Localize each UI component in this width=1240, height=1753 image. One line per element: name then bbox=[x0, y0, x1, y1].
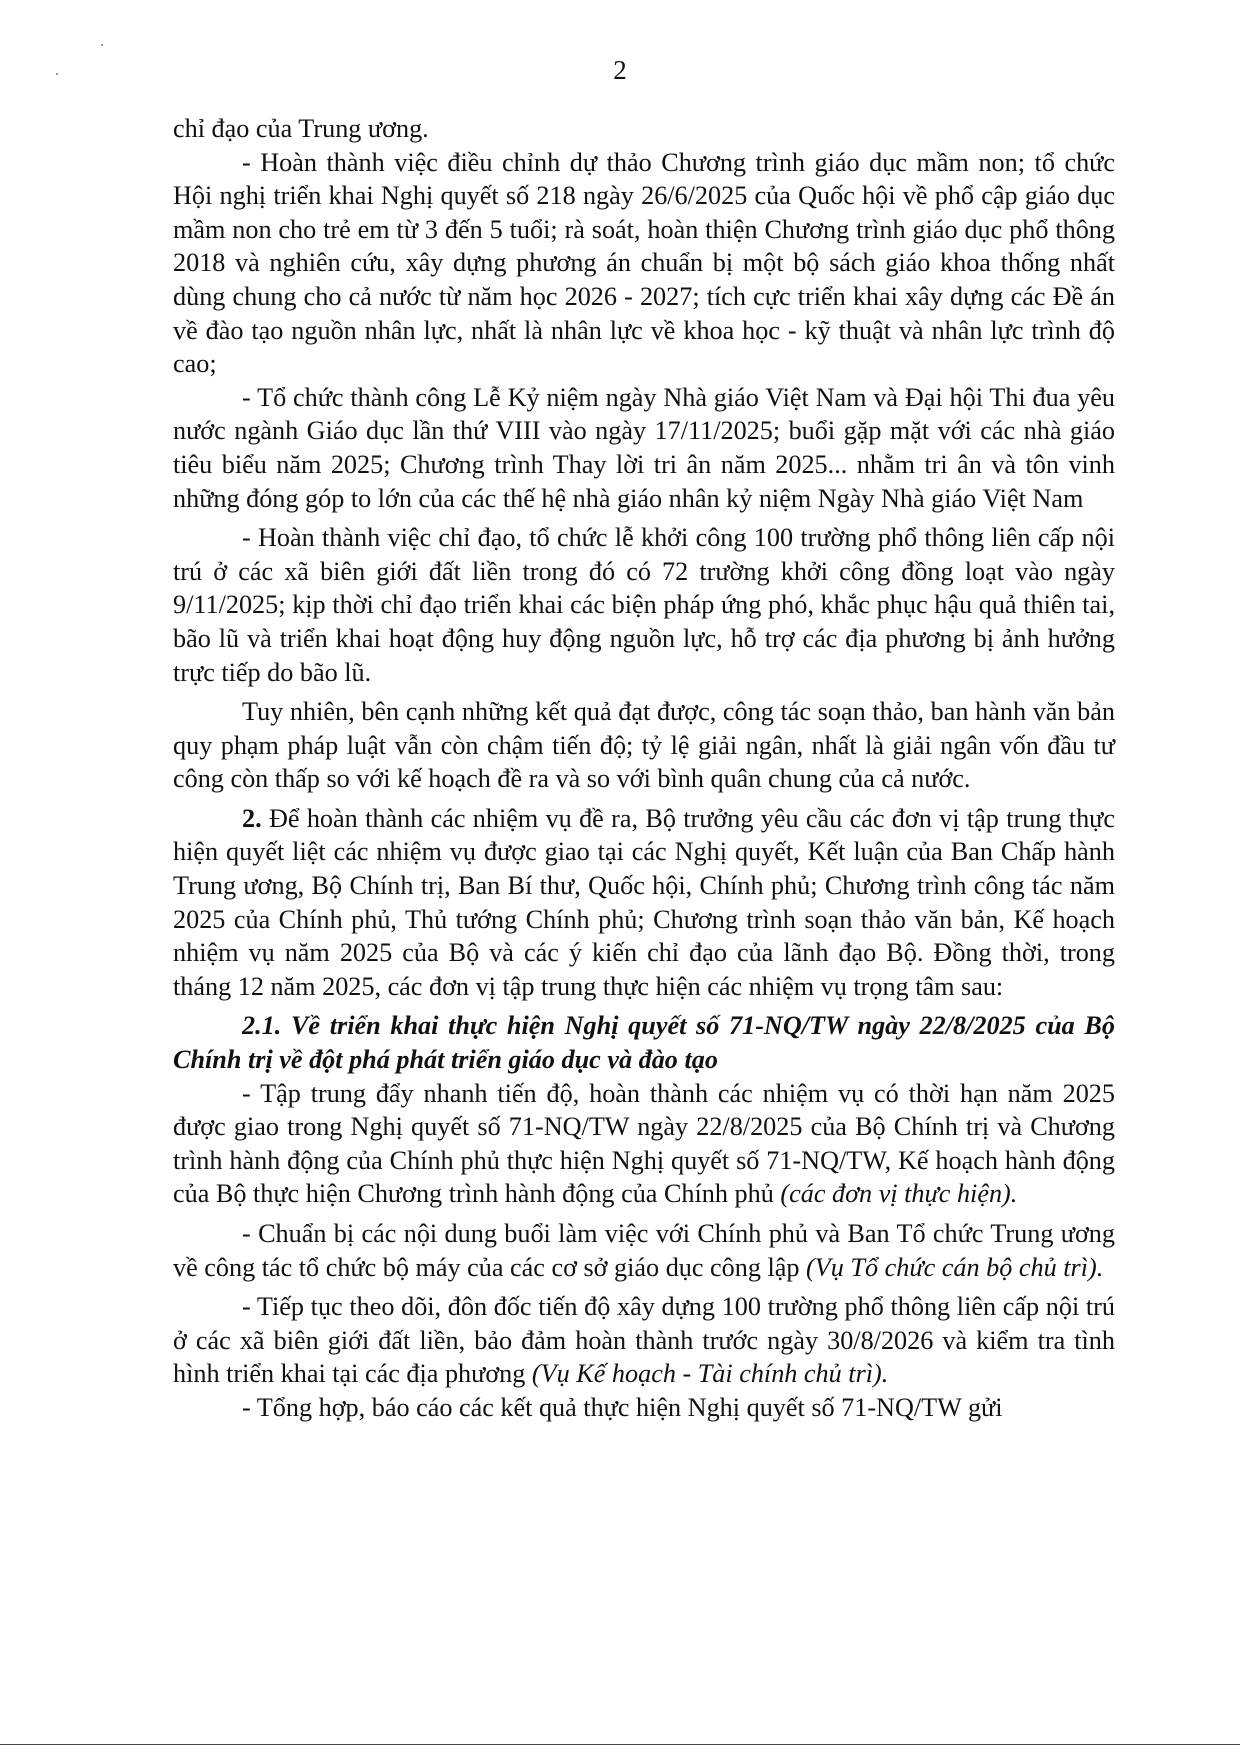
paragraph-preschool-curriculum: - Hoàn thành việc điều chỉnh dự thảo Chương trình giáo dục mầm non; tổ chức Hội nghị triển khai Nghị quyết số 218 ngày 26/6/2025 của Quốc hội về phổ cập giáo dục mầm non cho trẻ em từ 3 đến 5 tuổi; rà soát, hoàn thiện Chương trình giáo dục phổ thông 2018 và nghiên cứu, xây dựng phương án chuẩn bị một bộ sách giáo khoa thống nhất dùng chung cho cả nước từ năm học 2026 - 2027; tích cực triển khai xây dựng các Đề án về đào tạo nguồn nhân lực, nhất là nhân lực về khoa học - kỹ thuật và nhân lực trình độ cao; bbox=[173, 147, 1115, 379]
paragraph-task-report: - Tổng hợp, báo cáo các kết quả thực hiện Nghị quyết số 71-NQ/TW gửi bbox=[242, 1392, 1003, 1422]
paragraph-continuation: chỉ đạo của Trung ương. bbox=[173, 114, 429, 143]
task-text: - Tập trung đẩy nhanh tiến độ, hoàn thành các nhiệm vụ có thời hạn năm 2025 được giao trong Nghị quyết số 71-NQ/TW ngày 22/8/2025 của Bộ Chính trị và Chương trình hành động của Chính phủ thực hiện Nghị quyết số 71-NQ/TW, Kế hoạch hành động của Bộ thực hiện Chương trình hành động của Chính phủ bbox=[173, 1078, 1115, 1209]
responsible-unit-note: (các đơn vị thực hiện). bbox=[780, 1179, 1018, 1209]
section-number: 2. bbox=[242, 803, 262, 833]
scan-bottom-edge bbox=[0, 1744, 1240, 1745]
paragraph-teachers-day: - Tổ chức thành công Lễ Kỷ niệm ngày Nhà giáo Việt Nam và Đại hội Thi đua yêu nước ngành Giáo dục lần thứ VIII vào ngày 17/11/2025; buổi gặp mặt với các nhà giáo tiêu biểu năm 2025; Chương trình Thay lời tri ân năm 2025... nhằm tri ân và tôn vinh những đóng góp to lớn của các thế hệ nhà giáo nhân kỷ niệm Ngày Nhà giáo Việt Nam bbox=[173, 382, 1115, 513]
paragraph-task-deadlines bbox=[173, 1077, 1115, 1211]
heading-2-1: 2.1. Về triển khai thực hiện Nghị quyết số 71-NQ/TW ngày 22/8/2025 của Bộ Chính trị về đột phá phát triển giáo dục và đào tạo bbox=[173, 1011, 1115, 1075]
scan-speck bbox=[101, 44, 103, 46]
responsible-unit-note: (Vụ Kế hoạch - Tài chính chủ trì). bbox=[531, 1359, 889, 1389]
task-text: - Tiếp tục theo dõi, đôn đốc tiến độ xây dựng 100 trường phổ thông liên cấp nội trú ở các xã biên giới đất liền, bảo đảm hoàn thành trước ngày 30/8/2026 và kiểm tra tình hình triển khai tại các địa phương bbox=[173, 1292, 1115, 1389]
document-body bbox=[173, 112, 1115, 1425]
paragraph-limitations: Tuy nhiên, bên cạnh những kết quả đạt được, công tác soạn thảo, ban hành văn bản quy phạm pháp luật vẫn còn chậm tiến độ; tỷ lệ giải ngân, nhất là giải ngân vốn đầu tư công còn thấp so với kế hoạch đề ra và so với bình quân chung của cả nước. bbox=[173, 697, 1115, 794]
paragraph-section-2 bbox=[173, 802, 1115, 1004]
page-number: 2 bbox=[613, 55, 627, 85]
paragraph-boarding-schools: - Hoàn thành việc chỉ đạo, tổ chức lễ khởi công 100 trường phổ thông liên cấp nội trú ở các xã biên giới đất liền trong đó có 72 trường khởi công đồng loạt vào ngày 9/11/2025; kịp thời chỉ đạo triển khai các biện pháp ứng phó, khắc phục hậu quả thiên tai, bão lũ và triển khai hoạt động huy động nguồn lực, hỗ trợ các địa phương bị ảnh hưởng trực tiếp do bão lũ. bbox=[173, 523, 1115, 687]
responsible-unit-note: (Vụ Tổ chức cán bộ chủ trì). bbox=[806, 1252, 1104, 1282]
paragraph-task-organization bbox=[173, 1217, 1115, 1284]
section-2-text: Để hoàn thành các nhiệm vụ đề ra, Bộ trưởng yêu cầu các đơn vị tập trung thực hiện quyết liệt các nhiệm vụ được giao tại các Nghị quyết, Kết luận của Ban Chấp hành Trung ương, Bộ Chính trị, Ban Bí thư, Quốc hội, Chính phủ; Chương trình công tác năm 2025 của Chính phủ, Thủ tướng Chính phủ; Chương trình soạn thảo văn bản, Kế hoạch nhiệm vụ năm 2025 của Bộ và các ý kiến chỉ đạo của lãnh đạo Bộ. Đồng thời, trong tháng 12 năm 2025, các đơn vị tập trung thực hiện các nhiệm vụ trọng tâm sau: bbox=[173, 803, 1115, 1001]
paragraph-task-construction bbox=[173, 1290, 1115, 1391]
task-text: - Chuẩn bị các nội dung buổi làm việc với Chính phủ và Ban Tổ chức Trung ương về công tác tổ chức bộ máy của các cơ sở giáo dục công lập bbox=[173, 1219, 1115, 1282]
